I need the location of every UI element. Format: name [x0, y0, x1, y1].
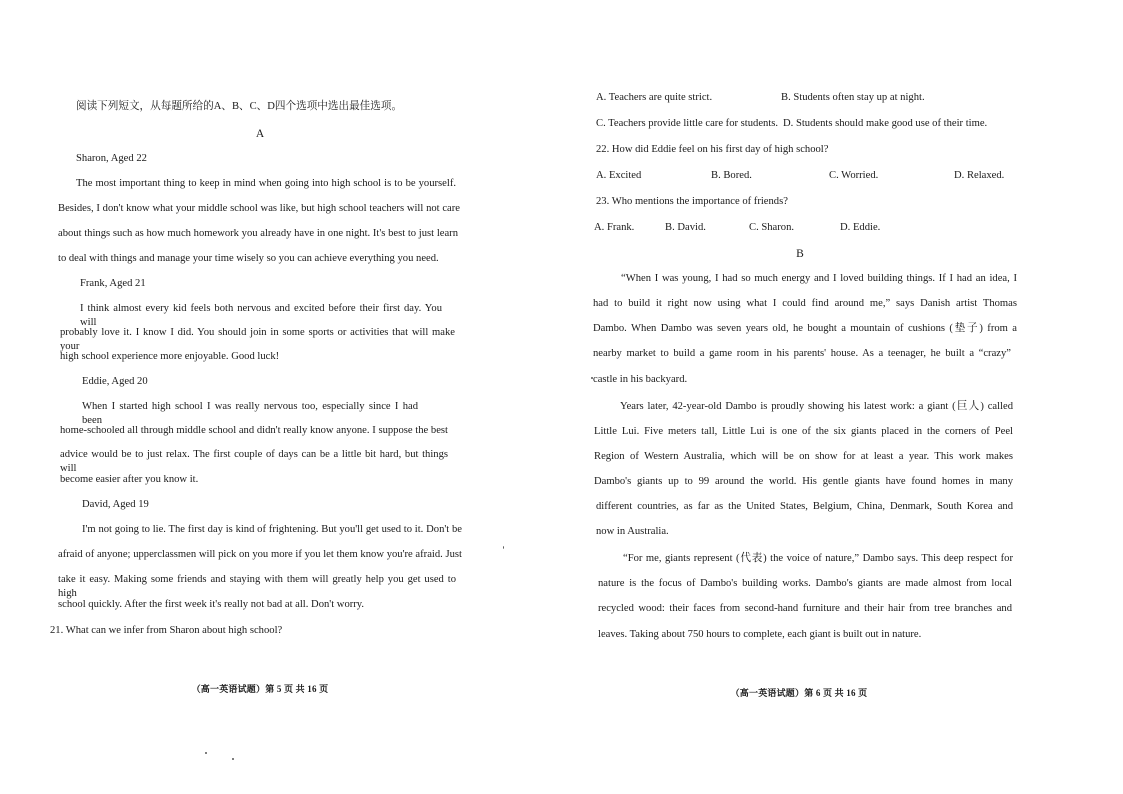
scan-speck — [232, 758, 234, 760]
exam-page-5 — [0, 0, 561, 794]
frank-line: high school experience more enjoyable. Good luck! — [60, 351, 280, 362]
david-heading: David, Aged 19 — [82, 499, 149, 510]
sharon-line: to deal with things and manage your time wisely so you can achieve everything you need. — [58, 253, 439, 264]
frank-line: I think almost every kid feels both nervous and excited before their first day. You will — [80, 303, 442, 328]
section-a-label: A — [255, 128, 265, 140]
passage-b-line: Dambo's giants up to 99 around the world. His gentle giants have found homes in many — [594, 476, 1013, 487]
eddie-heading: Eddie, Aged 20 — [82, 376, 148, 387]
eddie-line: advice would be to just relax. The first couple of days can be a little bit hard, but things will — [60, 449, 448, 474]
frank-heading: Frank, Aged 21 — [80, 278, 146, 289]
scan-speck — [205, 752, 207, 754]
question-22: 22. How did Eddie feel on his first day of high school? — [596, 144, 829, 155]
passage-b-line: “When I was young, I had so much energy and I loved building things. If I had an idea, I — [621, 273, 1017, 284]
passage-b-line: Region of Western Australia, which will be on show for at least a year. This work makes — [594, 451, 1013, 462]
sharon-heading: Sharon, Aged 22 — [76, 153, 147, 164]
passage-b-line: different countries, as far as the United States, Belgium, China, Denmark, South Korea and — [596, 501, 1013, 512]
passage-b-line: had to build it right now using what I could find around me,” says Danish artist Thomas — [593, 298, 1017, 309]
q22-option-c: C. Worried. — [829, 170, 879, 181]
q23-option-a: A. Frank. — [594, 222, 635, 233]
passage-b-line: nearby market to build a game room in his parents' house. As a teenager, he built a “crazy” — [593, 348, 1011, 359]
q22-option-a: A. Excited — [596, 170, 642, 181]
passage-b-line: nature is the focus of Dambo's building works. Dambo's giants are made almost from local — [598, 578, 1012, 589]
exam-page-6 — [561, 0, 1123, 794]
question-23: 23. Who mentions the importance of friends? — [596, 196, 788, 207]
passage-b-line: “For me, giants represent (代表) the voice of nature,” Dambo says. This deep respect for — [623, 553, 1013, 564]
eddie-line: When I started high school I was really nervous too, especially since I had been — [82, 401, 418, 426]
passage-b-line: castle in his backyard. — [593, 374, 688, 385]
page-footer: （高一英语试题）第 5 页 共 16 页 — [191, 684, 329, 694]
passage-b-line: recycled wood: their faces from second-hand furniture and their hair from tree branches and — [598, 603, 1012, 614]
section-b-label: B — [796, 248, 804, 260]
sharon-line: Besides, I don't know what your middle school was like, but high school teachers will not care — [58, 203, 460, 214]
eddie-line: become easier after you know it. — [60, 474, 199, 485]
sharon-line: The most important thing to keep in mind when going into high school is to be yourself. — [76, 178, 456, 189]
q22-option-b: B. Bored. — [711, 170, 752, 181]
passage-b-line: Little Lui. Five meters tall, Little Lui is one of the six giants placed in the corners of Peel — [594, 426, 1013, 437]
q21-option-d: D. Students should make good use of their time. — [783, 118, 988, 129]
david-line: school quickly. After the first week it's really not bad at all. Don't worry. — [58, 599, 365, 610]
q21-option-b: B. Students often stay up at night. — [781, 92, 925, 103]
david-line: I'm not going to lie. The first day is kind of frightening. But you'll get used to it. Don't be — [82, 524, 462, 535]
passage-b-line: Dambo. When Dambo was seven years old, he bought a mountain of cushions (垫子) from a — [593, 323, 1017, 334]
q23-option-c: C. Sharon. — [749, 222, 795, 233]
david-line: afraid of anyone; upperclassmen will pick on you more if you let them know you're afraid. Just — [58, 549, 462, 560]
passage-b-line: now in Australia. — [596, 526, 669, 537]
eddie-line: home-schooled all through middle school and didn't really know anyone. I suppose the best — [60, 425, 448, 436]
question-21: 21. What can we infer from Sharon about high school? — [50, 625, 283, 636]
q23-option-d: D. Eddie. — [840, 222, 881, 233]
page-footer: （高一英语试题）第 6 页 共 16 页 — [730, 688, 868, 698]
passage-b-line: leaves. Taking about 750 hours to complete, each giant is built out in nature. — [598, 629, 922, 640]
passage-b-line: Years later, 42-year-old Dambo is proudly showing his latest work: a giant (巨人) called — [620, 401, 1013, 412]
q22-option-d: D. Relaxed. — [954, 170, 1005, 181]
david-line: take it easy. Making some friends and staying with them will greatly help you get used to high — [58, 574, 456, 599]
frank-line: probably love it. I know I did. You should join in some sports or activities that will make your — [60, 327, 455, 352]
q23-option-b: B. David. — [665, 222, 706, 233]
reading-instruction: 阅读下列短文，从每题所给的A、B、C、D四个选项中选出最佳选项。 — [76, 101, 403, 112]
scan-speck — [591, 377, 593, 379]
q21-option-a: A. Teachers are quite strict. — [596, 92, 713, 103]
sharon-line: about things such as how much homework you already have in one night. It's best to just learn — [58, 228, 458, 239]
scan-speck — [503, 546, 504, 549]
q21-option-c: C. Teachers provide little care for students. — [596, 118, 779, 129]
